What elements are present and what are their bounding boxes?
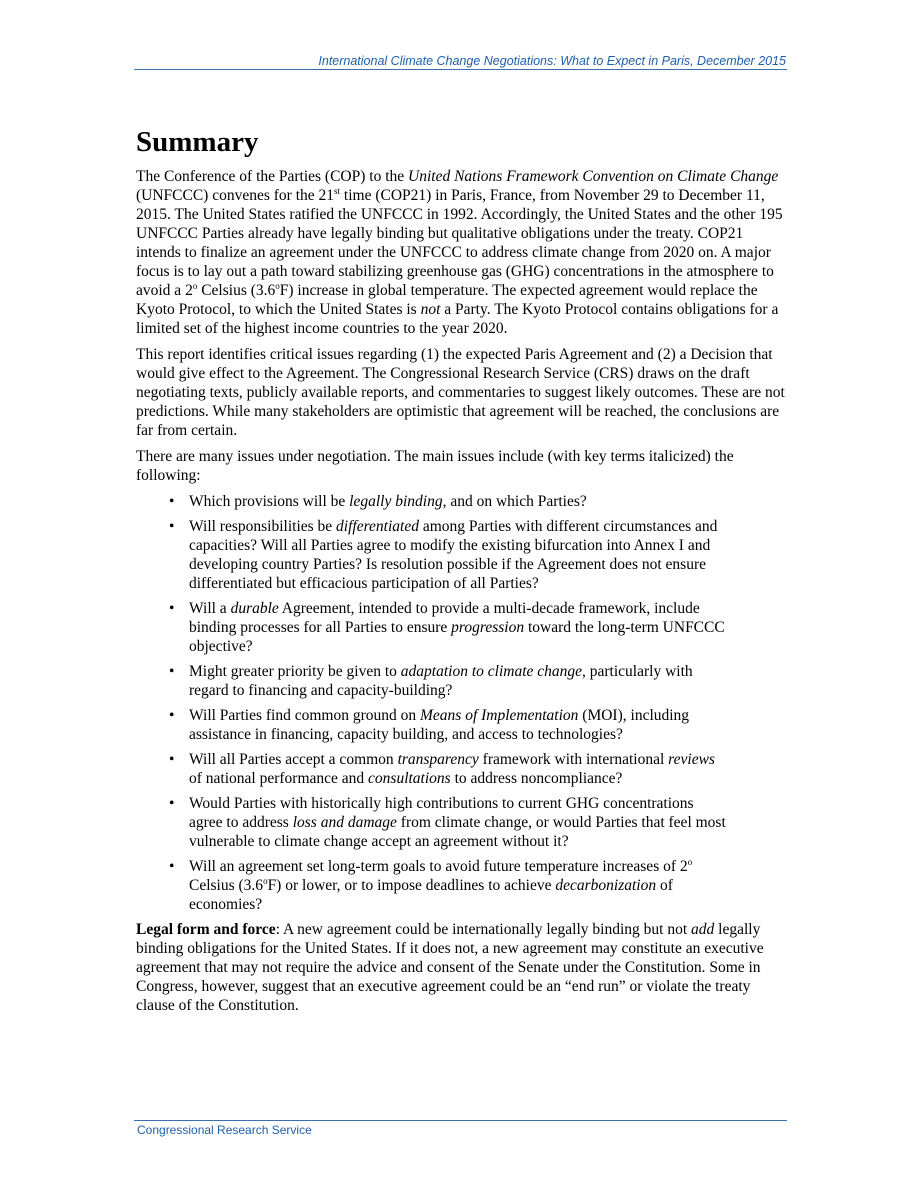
legal-form-paragraph: Legal form and force: A new agreement could be internationally legally binding but not add legally binding obligations for the United States. If it does not, a new agreement may constitute an executive agreement that may not require the advice and consent of the Senate under the Constitution. Some in Congress, however, suggest that an executive agreement could be an “end run” or violate the treaty clause of the Constitution. [136, 921, 764, 1014]
summary-paragraph-3: There are many issues under negotiation. The main issues include (with key terms italicized) the following: [136, 448, 734, 484]
running-header: International Climate Change Negotiations: What to Expect in Paris, December 2015 [318, 54, 786, 68]
bullet-icon: • [169, 707, 175, 724]
bullet-icon: • [169, 600, 175, 617]
list-item: • Which provisions will be legally binding, and on which Parties? [169, 493, 587, 510]
list-item: • Will responsibilities be differentiated among Parties with different circumstances and capacities? Will all Parties agree to modify the existing bifurcation into Annex I and developing country Parties? Is resolution possible if the Agreement does not ensure differentiated but efficacious participation of all Parties? [169, 518, 718, 592]
summary-paragraph-2: This report identifies critical issues regarding (1) the expected Paris Agreement and (2) a Decision that would give effect to the Agreement. The Congressional Research Service (CRS) draws on the draft negotiating texts, publicly available reports, and commentaries to suggest likely outcomes. These are not predictions. While many stakeholders are optimistic that agreement will be reached, the conclusions are far from certain. [136, 346, 785, 439]
list-item: • Will Parties find common ground on Means of Implementation (MOI), including assistance in financing, capacity building, and access to technologies? [169, 707, 690, 743]
bullet-icon: • [169, 858, 175, 875]
bullet-icon: • [169, 795, 175, 812]
bullet-icon: • [169, 493, 175, 510]
list-item: • Would Parties with historically high contributions to current GHG concentrations agree to address loss and damage from climate change, or would Parties that feel most vulnerable to climate change accept an agreement without it? [169, 795, 726, 850]
list-item: • Will an agreement set long-term goals to avoid future temperature increases of 2$^o$ Celsius (3.6$^o$F) or lower, or to impose deadlines to achieve decarbonization of economies? [169, 857, 693, 913]
list-item: • Might greater priority be given to adaptation to climate change, particularly with regard to financing and capacity-building? [169, 663, 693, 699]
summary-paragraph-1: The Conference of the Parties (COP) to the United Nations Framework Convention on Climate Change (UNFCCC) convenes for the 21st time (COP21) in Paris, France, from November 29 to December 11, 2015. The United States ratified the UNFCCC in 1992. Accordingly, the United States and the other 195 UNFCCC Parties already have legally binding but qualitative obligations under the treaty. COP21 intends to finalize an agreement under the UNFCCC to address climate change from 2020 on. A major focus is to lay out a path toward stabilizing greenhouse gas (GHG) concentrations in the atmosphere to avoid a 2$^o$ Celsius (3.6$^o$F) increase in global temperature. The expected agreement would replace the Kyoto Protocol, to which the United States is not a Party. The Kyoto Protocol contains obligations for a limited set of the highest income countries to the year 2020. [136, 168, 783, 337]
bullet-icon: • [169, 751, 175, 768]
header-divider [134, 69, 787, 70]
bullet-icon: • [169, 518, 175, 535]
running-footer: Congressional Research Service [137, 1123, 312, 1137]
bullet-icon: • [169, 663, 175, 680]
list-item: • Will a durable Agreement, intended to provide a multi-decade framework, include binding processes for all Parties to ensure progression toward the long-term UNFCCC objective? [169, 600, 725, 655]
page-content [136, 125, 788, 1022]
list-item: • Will all Parties accept a common transparency framework with international reviews of national performance and consultations to address noncompliance? [169, 751, 715, 787]
footer-divider [134, 1120, 787, 1121]
section-heading: Summary [136, 126, 259, 158]
issues-list [136, 492, 788, 914]
